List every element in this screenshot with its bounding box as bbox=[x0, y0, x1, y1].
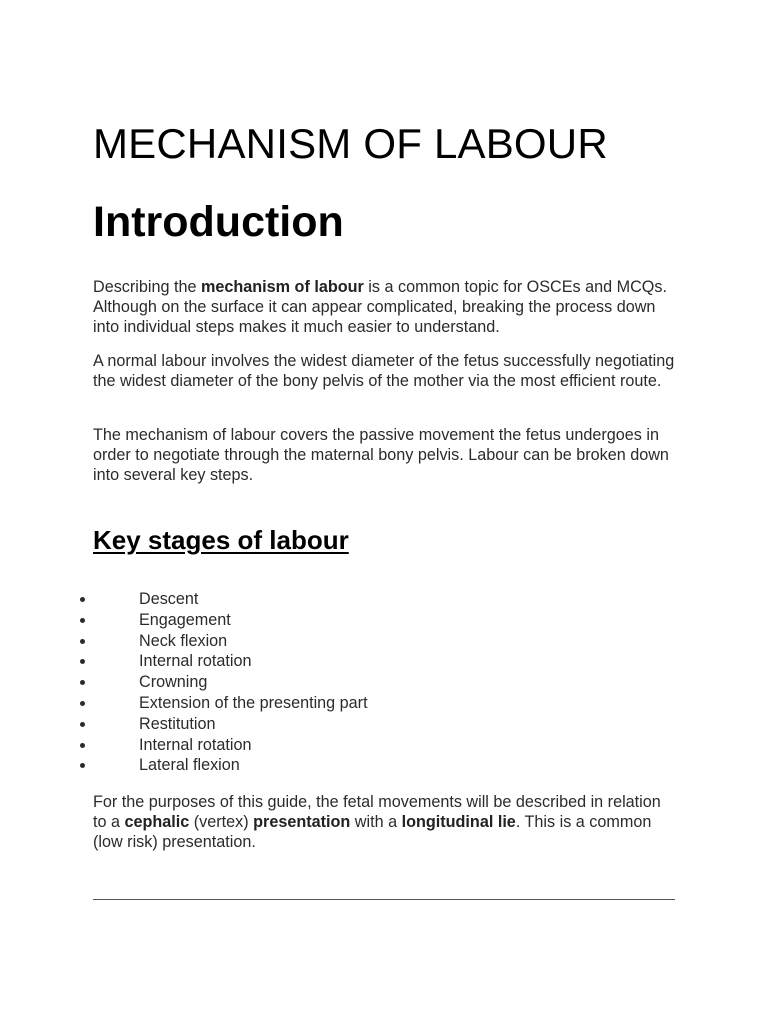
introduction-heading: Introduction bbox=[93, 198, 344, 246]
list-item bbox=[85, 610, 368, 631]
key-stages-heading: Key stages of labour bbox=[93, 525, 349, 555]
bullet-icon bbox=[80, 618, 85, 623]
list-item-label: Extension of the presenting part bbox=[139, 693, 368, 712]
bullet-icon bbox=[80, 639, 85, 644]
bullet-icon bbox=[80, 597, 85, 602]
bullet-icon bbox=[80, 743, 85, 748]
list-item bbox=[85, 672, 368, 693]
closing-text-c: (vertex) bbox=[189, 812, 254, 831]
list-item-label: Internal rotation bbox=[139, 735, 252, 754]
list-item bbox=[85, 755, 368, 776]
closing-bold-longitudinal-lie: longitudinal lie bbox=[401, 812, 516, 831]
intro-p1-text-a: Describing the bbox=[93, 278, 201, 296]
list-item bbox=[85, 651, 368, 672]
list-item bbox=[85, 589, 368, 610]
list-item-label: Internal rotation bbox=[139, 652, 252, 671]
bullet-icon bbox=[80, 722, 85, 727]
key-stages-list bbox=[85, 589, 368, 776]
list-item-label: Descent bbox=[139, 590, 199, 608]
list-item bbox=[85, 631, 368, 652]
list-item-label: Crowning bbox=[139, 673, 208, 692]
closing-bold-cephalic: cephalic bbox=[124, 812, 190, 831]
list-item bbox=[85, 735, 368, 756]
list-item-label: Restitution bbox=[139, 714, 216, 733]
list-item-label: Lateral flexion bbox=[139, 756, 240, 775]
closing-bold-presentation: presentation bbox=[253, 812, 351, 831]
intro-paragraph-2: A normal labour involves the widest diameter of the fetus successfully negotiating the widest diameter of the bony pelvis of the mother via the most efficient route. bbox=[93, 352, 675, 390]
closing-text-g: . This is a common (low risk) presentation. bbox=[93, 812, 652, 851]
horizontal-divider bbox=[93, 899, 675, 900]
intro-paragraph-3: The mechanism of labour covers the passive movement the fetus undergoes in order to negotiate through the maternal bony pelvis. Labour can be broken down into several key steps. bbox=[93, 426, 669, 484]
intro-p1-text-c: is a common topic for OSCEs and MCQs. Although on the surface it can appear complicated, breaking the process down into individual steps makes it much easier to understand. bbox=[93, 278, 667, 336]
closing-paragraph bbox=[93, 793, 678, 852]
list-item-label: Neck flexion bbox=[139, 631, 228, 650]
closing-text-a: For the purposes of this guide, the fetal movements will be described in relation to a bbox=[93, 793, 661, 831]
closing-text-e: with a bbox=[350, 812, 402, 831]
intro-p1-bold-term: mechanism of labour bbox=[200, 278, 364, 296]
bullet-icon bbox=[80, 763, 85, 768]
bullet-icon bbox=[80, 701, 85, 706]
list-item bbox=[85, 714, 368, 735]
list-item bbox=[85, 693, 368, 714]
bullet-icon bbox=[80, 659, 85, 664]
document-title: MECHANISM OF LABOUR bbox=[93, 120, 608, 167]
intro-paragraph-1 bbox=[93, 278, 678, 337]
list-item-label: Engagement bbox=[139, 610, 231, 629]
bullet-icon bbox=[80, 680, 85, 685]
